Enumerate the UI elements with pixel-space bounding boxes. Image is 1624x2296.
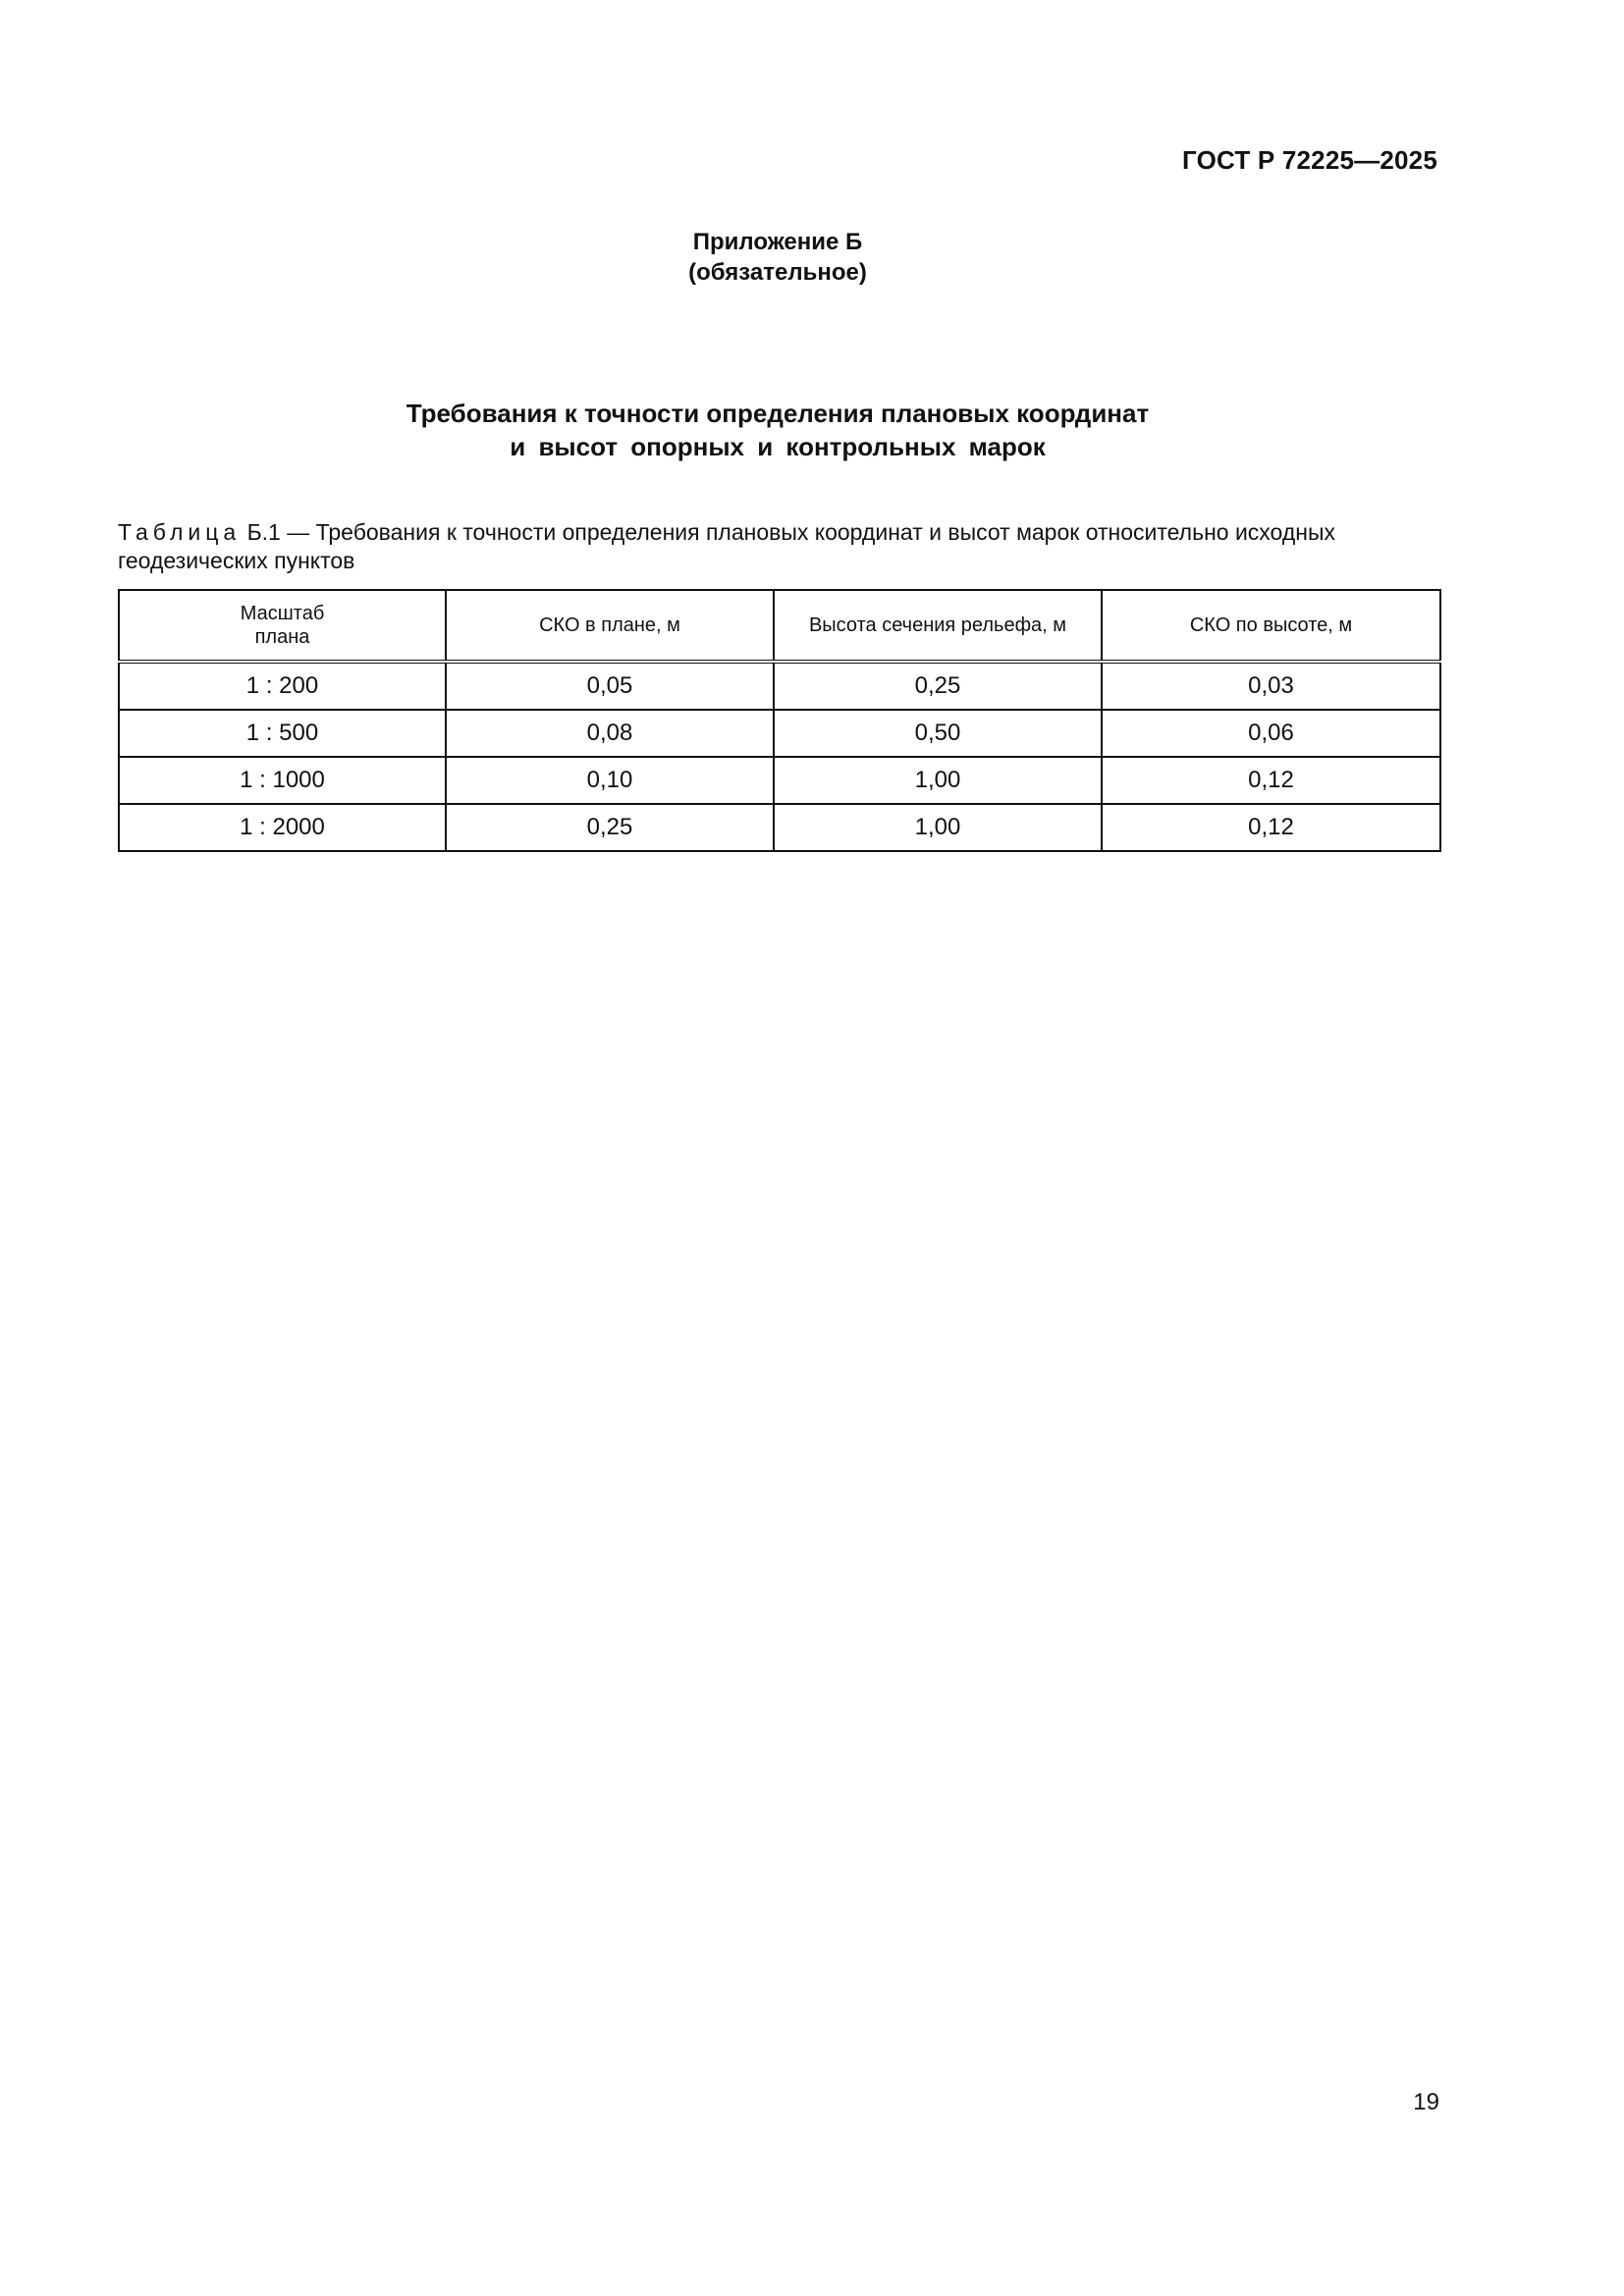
table-caption [118,518,1443,575]
table-header-row [119,590,1440,662]
cell-plan-rmse: 0,10 [446,757,774,804]
table-row [119,662,1440,710]
section-title [0,397,1555,463]
cell-scale: 1 : 1000 [119,757,446,804]
cell-height-rmse: 0,03 [1102,662,1440,710]
page-number: 19 [1413,2089,1439,2115]
accuracy-table [118,589,1441,852]
cell-plan-rmse: 0,08 [446,710,774,757]
header-height-rmse: СКО по высоте, м [1102,590,1440,662]
cell-plan-rmse: 0,25 [446,804,774,851]
section-title-line2: и высот опорных и контрольных марок [510,432,1046,461]
cell-height-rmse: 0,12 [1102,804,1440,851]
table-caption-text: Б.1 — Требования к точности определения плановых координат и высот марок относительно исходных геодезических пунктов [118,519,1335,573]
cell-contour-interval: 0,50 [774,710,1102,757]
table-row [119,710,1440,757]
table-caption-label: Таблица [118,519,242,545]
annex-status: (обязательное) [688,259,867,286]
cell-plan-rmse: 0,05 [446,662,774,710]
annex-heading [0,227,1555,288]
cell-contour-interval: 1,00 [774,804,1102,851]
header-scale-line1: Масштаб [240,603,325,624]
cell-scale: 1 : 200 [119,662,446,710]
header-scale [119,590,446,662]
header-plan-rmse: СКО в плане, м [446,590,774,662]
table-row [119,804,1440,851]
header-contour-interval: Высота сечения рельефа, м [774,590,1102,662]
cell-height-rmse: 0,12 [1102,757,1440,804]
annex-title: Приложение Б [692,229,863,255]
cell-scale: 1 : 500 [119,710,446,757]
document-code: ГОСТ Р 72225—2025 [1182,145,1437,175]
cell-contour-interval: 1,00 [774,757,1102,804]
cell-contour-interval: 0,25 [774,662,1102,710]
cell-height-rmse: 0,06 [1102,710,1440,757]
section-title-line1: Требования к точности определения плановых координат [406,399,1150,428]
header-scale-line2: плана [254,626,310,648]
table-row [119,757,1440,804]
cell-scale: 1 : 2000 [119,804,446,851]
